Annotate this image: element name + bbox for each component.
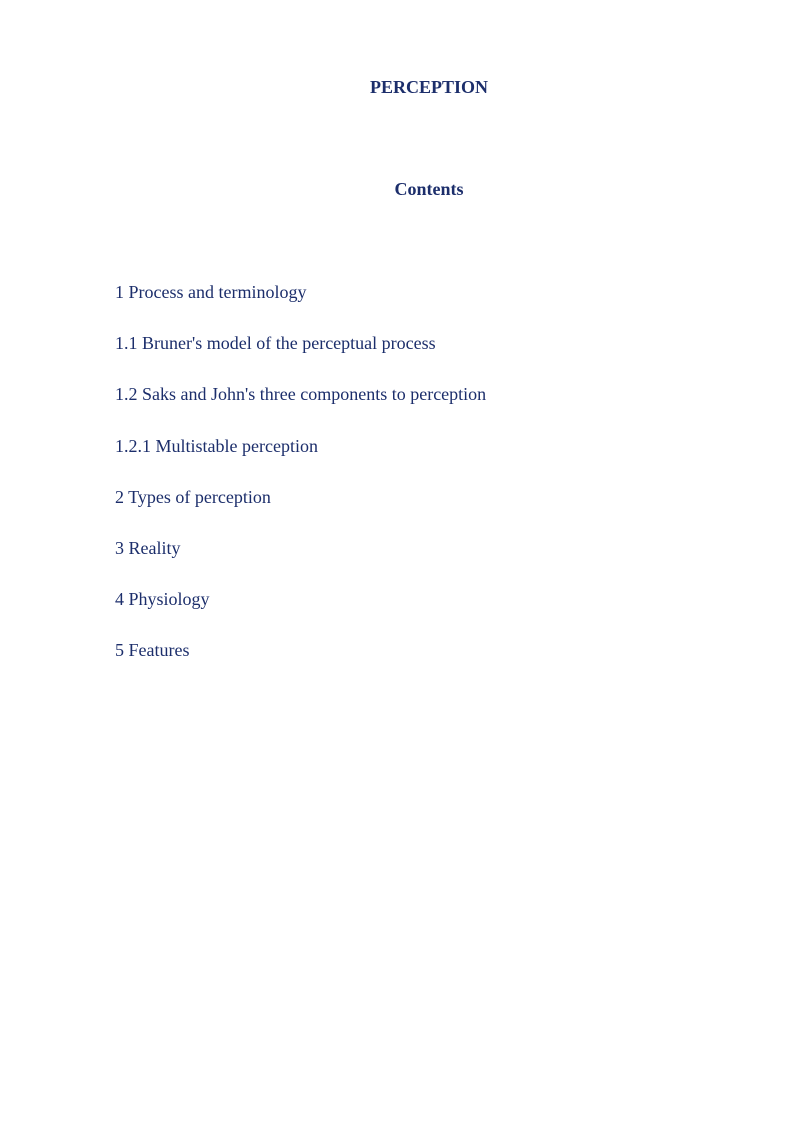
document-title: PERCEPTION <box>369 77 488 97</box>
toc-entry-physiology[interactable]: 4 Physiology <box>115 589 210 610</box>
toc-entry-process-and-terminology[interactable]: 1 Process and terminology <box>115 282 307 302</box>
table-of-contents <box>115 281 486 691</box>
toc-entry-saks-and-johns-components[interactable]: 1.2 Saks and John's three components to perception <box>115 384 487 405</box>
toc-entry-reality[interactable]: 3 Reality <box>115 537 181 558</box>
toc-entry-multistable-perception[interactable]: 1.2.1 Multistable perception <box>115 435 318 456</box>
toc-heading: Contents <box>394 179 464 199</box>
toc-entry-features[interactable]: 5 Features <box>115 640 190 661</box>
toc-entry-bruners-model[interactable]: 1.1 Bruner's model of the perceptual process <box>115 333 436 354</box>
toc-entry-types-of-perception[interactable]: 2 Types of perception <box>115 486 271 507</box>
